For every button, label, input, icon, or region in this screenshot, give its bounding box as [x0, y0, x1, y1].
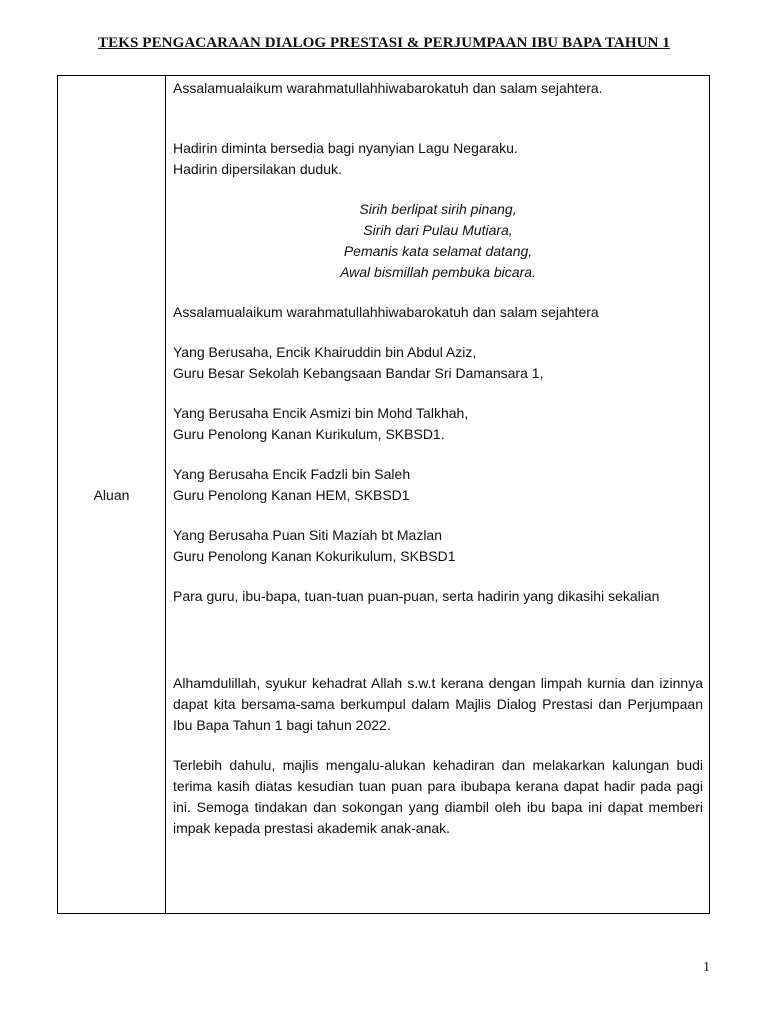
dignitary — [173, 525, 703, 567]
section-label-cell — [58, 76, 165, 913]
pantun-line: Pemanis kata selamat datang, — [343, 243, 533, 259]
page-number: 1 — [703, 960, 710, 975]
dignitary — [173, 403, 703, 445]
greeting-opening: Assalamualaikum warahmatullahhiwabarokatuh dan salam sejahtera. — [173, 80, 603, 96]
dignitary-name: Yang Berusaha Puan Siti Maziah bt Mazlan — [173, 527, 443, 543]
column-divider — [165, 76, 166, 913]
dignitary-name: Yang Berusaha Encik Asmizi bin Mohd Talkhah, — [173, 405, 469, 421]
audience-greeting: Para guru, ibu-bapa, tuan-tuan puan-puan, serta hadirin yang dikasihi sekalian — [173, 588, 660, 604]
dignitary-role: Guru Penolong Kanan Kurikulum, SKBSD1. — [173, 426, 445, 442]
script-table — [57, 75, 710, 914]
opening-paragraph: Alhamdulillah, syukur kehadrat Allah s.w.t kerana dengan limpah kurnia dan izinnya dapat kita bersama-sama berkumpul dalam Majlis Dialog Prestasi dan Perjumpaan Ibu Bapa Tahun 1 bagi tahun 2022. — [173, 675, 703, 733]
pantun — [173, 199, 703, 283]
pantun-line: Sirih berlipat sirih pinang, — [359, 201, 517, 217]
dignitary-role: Guru Besar Sekolah Kebangsaan Bandar Sri Damansara 1, — [173, 365, 544, 381]
dignitary-name: Yang Berusaha, Encik Khairuddin bin Abdul Aziz, — [173, 344, 477, 360]
script-content — [173, 76, 703, 839]
pantun-line: Awal bismillah pembuka bicara. — [340, 264, 536, 280]
dignitary-role: Guru Penolong Kanan Kokurikulum, SKBSD1 — [173, 548, 456, 564]
dignitary — [173, 342, 703, 384]
pantun-line: Sirih dari Pulau Mutiara, — [363, 222, 513, 238]
dignitary-role: Guru Penolong Kanan HEM, SKBSD1 — [173, 487, 410, 503]
greeting-second: Assalamualaikum warahmatullahhiwabarokatuh dan salam sejahtera — [173, 304, 599, 320]
dignitary-name: Yang Berusaha Encik Fadzli bin Saleh — [173, 466, 411, 482]
welcome-paragraph: Terlebih dahulu, majlis mengalu-alukan kehadiran dan melakarkan kalungan budi terima kasih diatas kesudian tuan puan para ibubapa kerana dapat hadir pada pagi ini. Semoga tindakan dan sokongan yang diambil oleh ibu bapa ini dapat memberi impak kepada prestasi akademik anak-anak. — [173, 757, 703, 836]
seating-instruction: Hadirin dipersilakan duduk. — [173, 161, 342, 177]
anthem-instruction: Hadirin diminta bersedia bagi nyanyian Lagu Negaraku. — [173, 140, 518, 156]
document-title: TEKS PENGACARAAN DIALOG PRESTASI & PERJUMPAAN IBU BAPA TAHUN 1 — [98, 35, 670, 51]
dignitary — [173, 464, 703, 506]
section-label: Aluan — [93, 487, 130, 503]
